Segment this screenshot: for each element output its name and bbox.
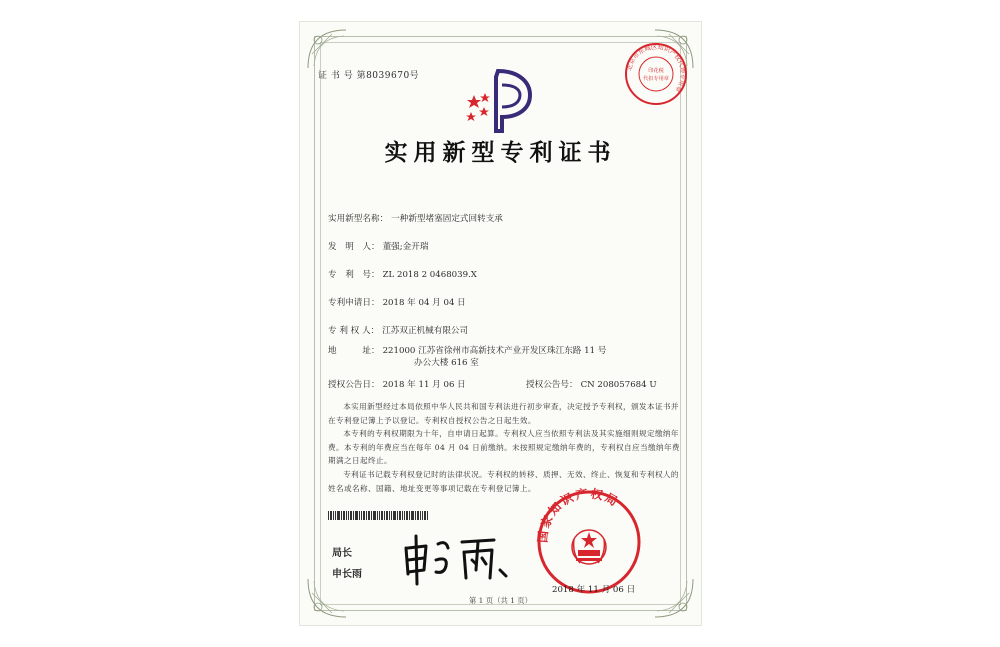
svg-text:印花税: 印花税 xyxy=(648,68,664,74)
svg-text:国家知识产权局: 国家知识产权局 xyxy=(535,487,622,544)
field-value: ZL 2018 2 0468039.X xyxy=(382,270,477,280)
patent-office-logo-icon xyxy=(458,65,538,135)
barcode-icon xyxy=(328,511,428,520)
svg-text:代扣专用章: 代扣专用章 xyxy=(643,76,669,82)
paragraph-register: 专利证书记载专利权登记时的法律状况。专利权的转移、质押、无效、终止、恢复和专利权人的姓名或名称、国籍、地址变更等事项记载在专利登记簿上。 xyxy=(328,470,679,493)
field-label: 地 址： xyxy=(328,346,380,356)
field-label: 发 明 人： xyxy=(328,242,380,252)
field-inventor xyxy=(328,240,428,252)
seal-date: 2018 年 11 月 06 日 xyxy=(552,585,636,595)
field-value: 一种新型堵塞固定式回转支承 xyxy=(391,214,503,224)
certificate-number: 证 书 号 第8039670号 xyxy=(318,71,420,81)
field-label: 授权公告日： xyxy=(328,380,380,390)
field-address xyxy=(328,344,606,356)
field-label: 专 利 权 人： xyxy=(328,326,380,336)
field-value: 江苏双正机械有限公司 xyxy=(382,326,469,336)
field-patentee xyxy=(328,324,468,336)
address-line-2: 办公大楼 616 室 xyxy=(414,358,479,368)
corner-ornament-top-left xyxy=(304,26,350,72)
paragraph-grant-notice: 本实用新型经过本局依照中华人民共和国专利法进行初步审查，决定授予专利权，颁发本证书并在专利登记簿上予以登记。专利权自授权公告之日起生效。 xyxy=(328,402,679,425)
director-title: 局长 xyxy=(332,548,352,559)
field-label: 授权公告号： xyxy=(526,380,578,390)
page-footer: 第 1 页（共 1 页） xyxy=(468,596,533,605)
director-signature xyxy=(398,530,518,586)
agency-seal-stamp xyxy=(623,41,689,107)
field-grant-date xyxy=(328,378,466,390)
director-name: 申长雨 xyxy=(332,569,362,580)
field-value: 221000 江苏省徐州市高新技术产业开发区珠江东路 11 号 xyxy=(382,346,607,356)
certificate-title: 实用新型专利证书 xyxy=(384,139,617,166)
field-grant-number xyxy=(526,378,657,390)
field-value: 董强;金开瑞 xyxy=(382,242,429,252)
field-value: 2018 年 11 月 06 日 xyxy=(382,380,466,390)
paragraph-term-fees: 本专利的专利权期限为十年，自申请日起算。专利权人应当依照专利法及其实施细则规定缴纳年费。本专利的年费应当在每年 04 月 04 日前缴纳。未按照规定缴纳年费的，专利权自应当缴纳年费期满之日起终止。 xyxy=(328,429,680,466)
svg-text:北京市东城区知识产权代理专用章: 北京市东城区知识产权代理专用章 xyxy=(626,43,687,94)
patent-certificate xyxy=(300,22,701,625)
field-label: 实用新型名称： xyxy=(328,214,389,224)
field-label: 专利申请日： xyxy=(328,298,380,308)
national-ip-office-seal xyxy=(534,487,644,597)
field-application-date xyxy=(328,296,466,308)
field-utility-model-name xyxy=(328,212,503,224)
field-value: CN 208057684 U xyxy=(580,380,657,390)
field-label: 专 利 号： xyxy=(328,270,380,280)
field-value: 2018 年 04 月 04 日 xyxy=(382,298,466,308)
field-patent-number xyxy=(328,268,477,280)
